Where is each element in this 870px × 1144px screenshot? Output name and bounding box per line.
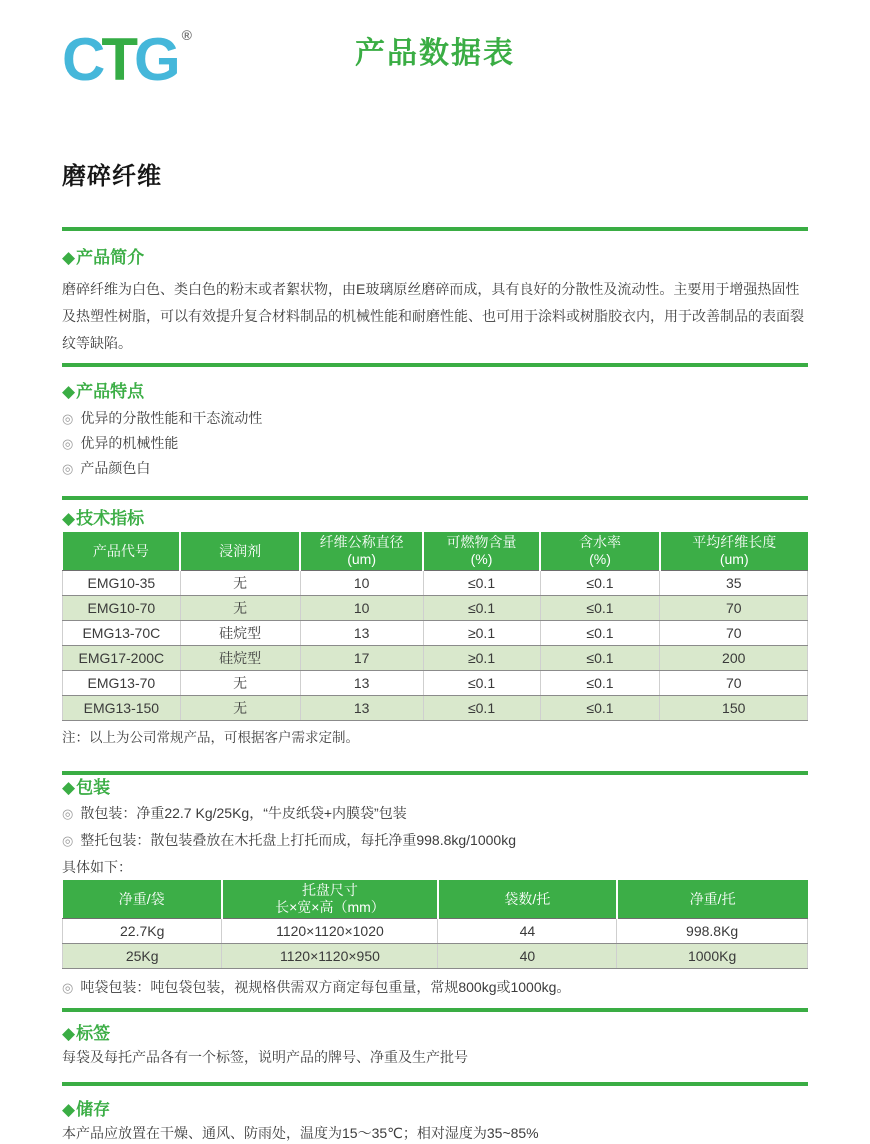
feature-text: 优异的机械性能 — [80, 435, 179, 451]
table-cell: 1000Kg — [617, 944, 808, 969]
table-cell: 1120×1120×950 — [222, 944, 438, 969]
table-cell: 1120×1120×1020 — [222, 919, 438, 944]
product-name: 磨碎纤维 — [62, 163, 162, 190]
table-cell: EMG13-150 — [63, 696, 181, 721]
circle-bullet-icon: ◎ — [62, 980, 74, 995]
specs-col-header: 可燃物含量 (%) — [423, 532, 540, 571]
table-cell: 44 — [438, 919, 617, 944]
packing-footnote — [62, 975, 808, 1000]
table-row — [63, 621, 808, 646]
section-header-packing — [62, 778, 808, 798]
diamond-icon: ◆ — [62, 248, 76, 267]
table-cell: 35 — [660, 571, 808, 596]
label-paragraph: 每袋及每托产品各有一个标签，说明产品的牌号、净重及生产批号 — [62, 1049, 468, 1065]
table-cell: ≤0.1 — [423, 571, 540, 596]
section-title: 技术指标 — [76, 509, 145, 528]
table-cell: ≤0.1 — [540, 596, 660, 621]
section-header-storage — [62, 1100, 808, 1120]
section-divider — [62, 496, 808, 500]
table-row — [63, 596, 808, 621]
logo-letter-t: T — [101, 26, 134, 93]
table-cell: ≤0.1 — [423, 696, 540, 721]
table-cell: EMG10-35 — [63, 571, 181, 596]
specs-header-row — [63, 532, 808, 571]
table-cell: EMG17-200C — [63, 646, 181, 671]
table-cell: 无 — [180, 696, 300, 721]
table-cell: EMG13-70 — [63, 671, 181, 696]
table-cell: 25Kg — [63, 944, 222, 969]
specs-col-header: 平均纤维长度 (um) — [660, 532, 808, 571]
packing-col-header: 托盘尺寸 长×宽×高（mm） — [222, 880, 438, 919]
section-divider — [62, 1008, 808, 1012]
table-cell: EMG13-70C — [63, 621, 181, 646]
section-divider — [62, 227, 808, 231]
page-header — [62, 0, 808, 140]
table-cell: ≥0.1 — [423, 646, 540, 671]
table-cell: 998.8Kg — [617, 919, 808, 944]
table-row — [63, 919, 808, 944]
table-cell: 硅烷型 — [180, 621, 300, 646]
table-cell: 70 — [660, 671, 808, 696]
circle-bullet-icon: ◎ — [62, 833, 74, 848]
table-cell: 70 — [660, 621, 808, 646]
packing-detail-label: 具体如下： — [62, 859, 132, 875]
table-cell: 13 — [300, 696, 423, 721]
section-title: 产品简介 — [76, 248, 145, 267]
table-cell: 70 — [660, 596, 808, 621]
packing-text: 散包装：净重22.7 Kg/25Kg，“牛皮纸袋+内膜袋”包装 — [80, 805, 407, 821]
table-cell: ≤0.1 — [423, 671, 540, 696]
table-cell: ≤0.1 — [540, 696, 660, 721]
section-divider — [62, 363, 808, 367]
circle-bullet-icon: ◎ — [62, 436, 74, 451]
section-header-label — [62, 1024, 808, 1044]
specs-table — [62, 532, 808, 721]
registered-trademark-icon: ® — [181, 27, 192, 43]
feature-item — [62, 456, 808, 481]
feature-item — [62, 406, 808, 431]
section-header-features — [62, 382, 808, 402]
table-cell: ≤0.1 — [540, 621, 660, 646]
table-cell: EMG10-70 — [63, 596, 181, 621]
packing-col-header: 袋数/托 — [438, 880, 617, 919]
section-divider — [62, 771, 808, 775]
table-cell: ≤0.1 — [540, 671, 660, 696]
specs-col-header: 产品代号 — [63, 532, 181, 571]
specs-col-header: 纤维公称直径 (um) — [300, 532, 423, 571]
circle-bullet-icon: ◎ — [62, 411, 74, 426]
packing-footnote-text: 吨袋包装：吨包袋包装，视规格供需双方商定每包重量，常规800kg或1000kg。 — [80, 979, 571, 995]
packing-bullet — [62, 827, 808, 854]
table-cell: ≤0.1 — [423, 596, 540, 621]
circle-bullet-icon: ◎ — [62, 806, 74, 821]
packing-col-header: 净重/托 — [617, 880, 808, 919]
section-header-specs — [62, 509, 808, 529]
table-cell: ≤0.1 — [540, 646, 660, 671]
feature-item — [62, 431, 808, 456]
section-header-intro — [62, 248, 808, 268]
section-title: 标签 — [76, 1024, 111, 1043]
diamond-icon: ◆ — [62, 1024, 76, 1043]
table-cell: 13 — [300, 671, 423, 696]
table-cell: 无 — [180, 571, 300, 596]
table-cell: 无 — [180, 671, 300, 696]
packing-text: 整托包装：散包装叠放在木托盘上打托而成，每托净重998.8kg/1000kg — [80, 832, 516, 848]
specs-col-header: 含水率 (%) — [540, 532, 660, 571]
table-row — [63, 571, 808, 596]
logo-letter-c: C — [62, 26, 102, 93]
table-cell: 200 — [660, 646, 808, 671]
table-cell: 硅烷型 — [180, 646, 300, 671]
packing-header-row — [63, 880, 808, 919]
table-cell: 无 — [180, 596, 300, 621]
circle-bullet-icon: ◎ — [62, 461, 74, 476]
table-cell: 22.7Kg — [63, 919, 222, 944]
table-cell: 17 — [300, 646, 423, 671]
specs-note: 注：以上为公司常规产品，可根据客户需求定制。 — [62, 730, 359, 745]
intro-paragraph: 磨碎纤维为白色、类白色的粉末或者絮状物，由E玻璃原丝磨碎而成，具有良好的分散性及流动性。主要用于增强热固性及热塑性树脂，可以有效提升复合材料制品的机械性能和耐磨性能、也可用于涂料或树脂胶衣内，用于改善制品的表面裂纹等缺陷。 — [62, 281, 804, 351]
diamond-icon: ◆ — [62, 509, 76, 528]
diamond-icon: ◆ — [62, 1100, 76, 1119]
logo-letter-g: G — [134, 26, 177, 93]
storage-paragraph: 本产品应放置在干燥、通风、防雨处，温度为15～35℃；相对湿度为35~85% — [62, 1125, 539, 1141]
table-row — [63, 696, 808, 721]
section-title: 储存 — [76, 1100, 111, 1119]
table-cell: 13 — [300, 621, 423, 646]
feature-text: 产品颜色白 — [80, 460, 151, 476]
packing-col-header: 净重/袋 — [63, 880, 222, 919]
section-title: 产品特点 — [76, 382, 145, 401]
doc-title: 产品数据表 — [355, 37, 515, 70]
section-divider — [62, 1082, 808, 1086]
table-row — [63, 671, 808, 696]
table-cell: ≥0.1 — [423, 621, 540, 646]
feature-text: 优异的分散性能和干态流动性 — [80, 410, 263, 426]
table-cell: 10 — [300, 571, 423, 596]
table-cell: 40 — [438, 944, 617, 969]
table-cell: 10 — [300, 596, 423, 621]
packing-notes — [62, 800, 808, 880]
section-title: 包装 — [76, 778, 111, 797]
packing-bullet — [62, 800, 808, 827]
feature-list — [62, 406, 808, 481]
diamond-icon: ◆ — [62, 778, 76, 797]
table-cell: ≤0.1 — [540, 571, 660, 596]
table-row — [63, 944, 808, 969]
specs-col-header: 浸润剂 — [180, 532, 300, 571]
packing-table — [62, 880, 808, 969]
table-row — [63, 646, 808, 671]
diamond-icon: ◆ — [62, 382, 76, 401]
table-cell: 150 — [660, 696, 808, 721]
